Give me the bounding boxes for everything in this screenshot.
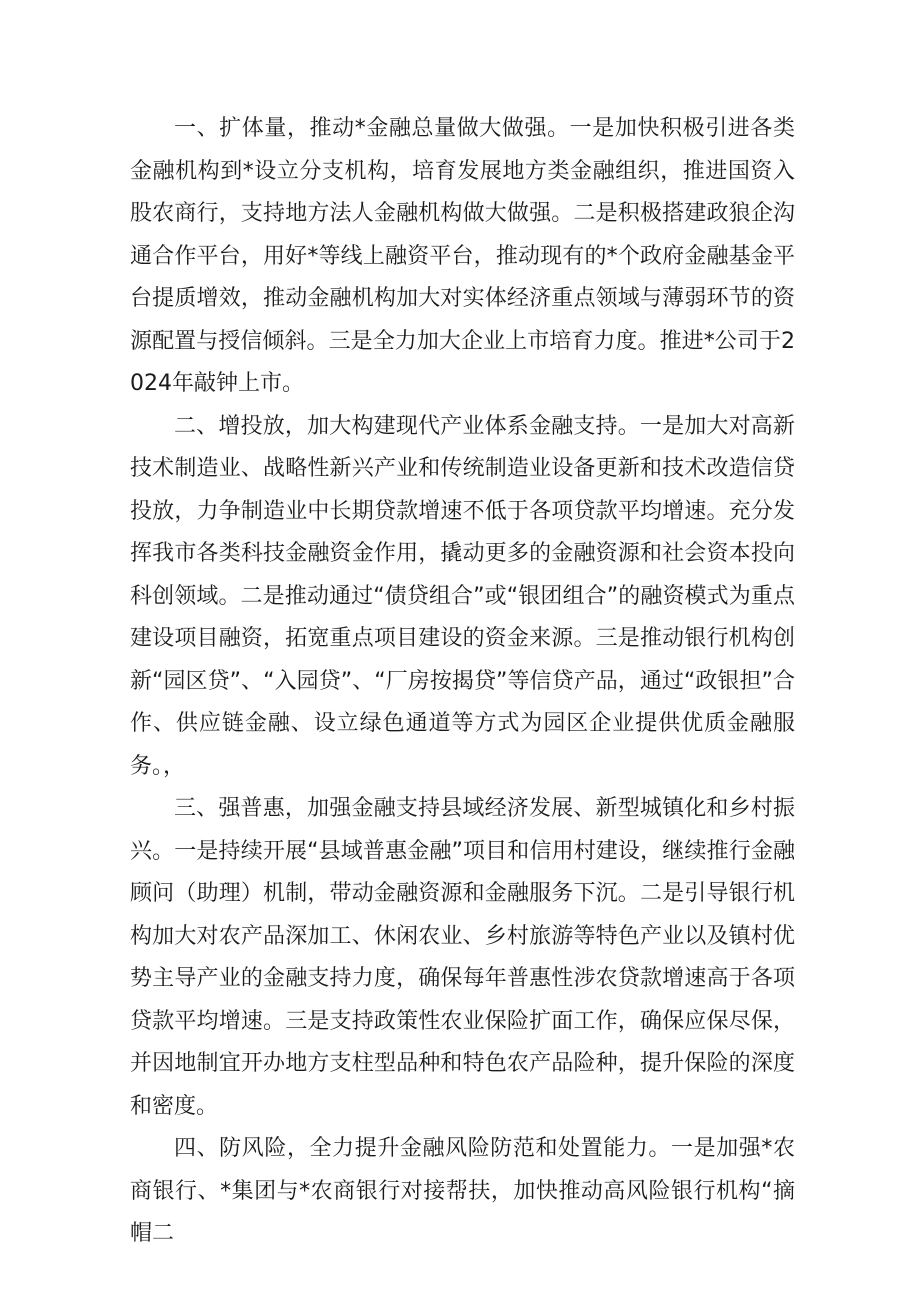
paragraph-expand-scale: 一、扩体量，推动*金融总量做大做强。一是加快积极引进各类金融机构到*设立分支机构，培育发展地方类金融组织，推进国资入股农商行，支持地方法人金融机构做大做强。二是积极搭建政狼企沟通合作平台，用好*等线上融资平台，推动现有的*个政府金融基金平台提质增效，推动金融机构加大对实体经济重点领域与薄弱环节的资源配置与授信倾斜。三是全力加大企业上市培育力度。推进*公司于2024年敲钟上市。 — [130, 116, 795, 396]
document-body — [130, 108, 795, 1256]
paragraph-inclusive-finance: 三、强普惠，加强金融支持县域经济发展、新型城镇化和乡村振兴。一是持续开展“县域普惠金融”项目和信用村建设，继续推行金融顾问（助理）机制，带动金融资源和金融服务下沉。二是引导银行机构加大对农产品深加工、休闲农业、乡村旅游等特色产业以及镇村优势主导产业的金融支持力度，确保每年普惠性涉农贷款增速高于各项贷款平均增速。三是支持政策性农业保险扩面工作，确保应保尽保，并因地制宜开办地方支柱型品种和特色农产品险种，提升保险的深度和密度。 — [130, 796, 795, 1119]
paragraph-increase-lending: 二、增投放，加大构建现代产业体系金融支持。一是加大对高新技术制造业、战略性新兴产业和传统制造业设备更新和技术改造信贷投放，力争制造业中长期贷款增速不低于各项贷款平均增速。充分发挥我市各类科技金融资金作用，撬动更多的金融资源和社会资本投向科创领域。二是推动通过“债贷组合”或“银团组合”的融资模式为重点建设项目融资，拓宽重点项目建设的资金来源。三是推动银行机构创新“园区贷”、“入园贷”、“厂房按揭贷”等信贷产品，通过“政银担”合作、供应链金融、设立绿色通道等方式为园区企业提供优质金融服务。， — [130, 413, 795, 779]
paragraph-risk-prevention: 四、防风险，全力提升金融风险防范和处置能力。一是加强*农商银行、*集团与*农商银行对接帮扶，加快推动高风险银行机构“摘帽二 — [130, 1136, 795, 1246]
